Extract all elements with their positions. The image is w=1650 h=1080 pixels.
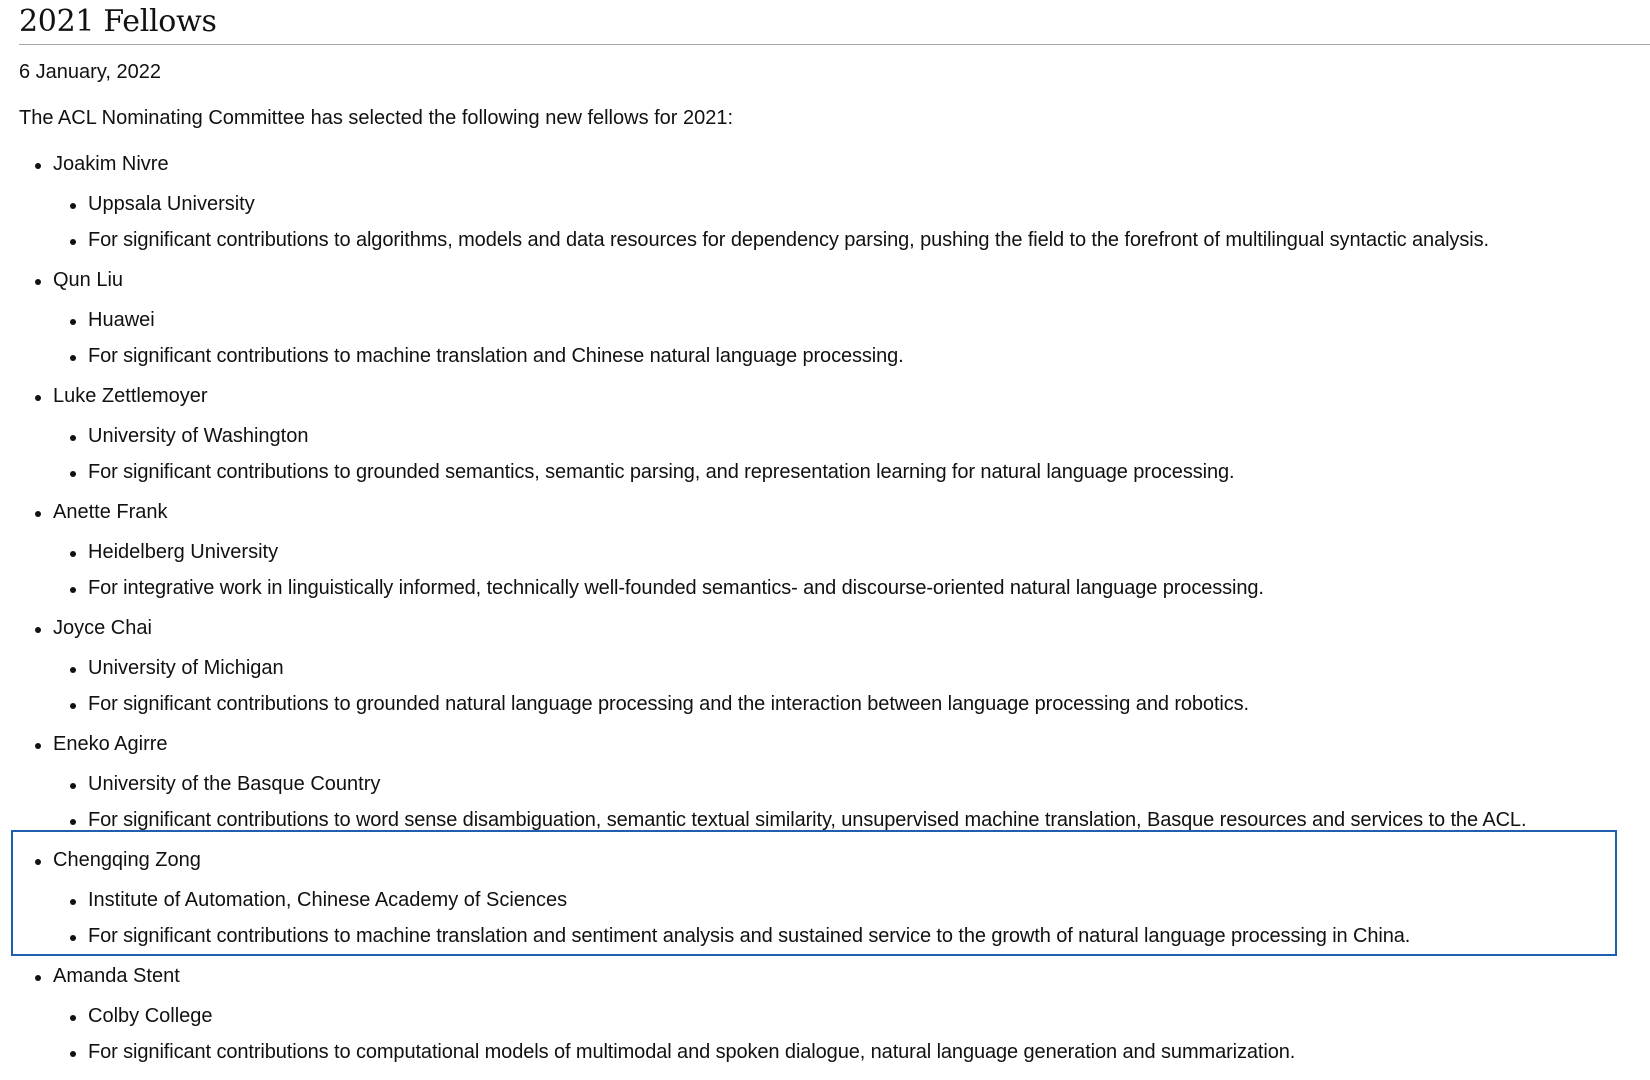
fellow-affiliation-row (88, 192, 255, 216)
bullet-icon (35, 859, 41, 865)
fellow-affiliation-row (88, 1004, 213, 1028)
page-title: 2021 Fellows (19, 4, 217, 39)
bullet-icon (70, 783, 76, 789)
bullet-icon (70, 1051, 76, 1057)
bullet-icon (70, 203, 76, 209)
fellow-affiliation: Huawei (88, 309, 155, 331)
title-divider (19, 44, 1650, 45)
bullet-icon (35, 511, 41, 517)
fellow-citation: For significant contributions to machine translation and Chinese natural language processing. (88, 345, 904, 367)
bullet-icon (70, 1015, 76, 1021)
fellow-name: Eneko Agirre (53, 733, 168, 755)
fellow-citation-row (88, 228, 1489, 252)
fellow-citation: For significant contributions to algorithms, models and data resources for dependency parsing, pushing the field to the forefront of multilingual syntactic analysis. (88, 229, 1489, 251)
fellow-citation: For significant contributions to grounded natural language processing and the interaction between language processing and robotics. (88, 693, 1250, 715)
intro-paragraph: The ACL Nominating Committee has selected the following new fellows for 2021: (19, 107, 734, 129)
fellow-affiliation-row (88, 888, 567, 912)
bullet-icon (70, 355, 76, 361)
fellow-citation: For significant contributions to computational models of multimodal and spoken dialogue, natural language generation and summarization. (88, 1041, 1296, 1063)
fellow-name-row (53, 384, 208, 408)
fellow-citation-row (88, 1040, 1295, 1064)
fellow-citation-row (88, 808, 1526, 832)
fellow-citation: For significant contributions to grounded semantics, semantic parsing, and representation learning for natural language processing. (88, 461, 1235, 483)
fellow-item (0, 152, 1650, 268)
fellow-name-row (53, 152, 169, 176)
bullet-icon (70, 703, 76, 709)
fellow-affiliation: University of Michigan (88, 657, 284, 679)
bullet-icon (35, 743, 41, 749)
bullet-icon (70, 319, 76, 325)
fellow-item (0, 616, 1650, 732)
bullet-icon (35, 975, 41, 981)
fellow-name: Chengqing Zong (53, 849, 201, 871)
fellow-name: Amanda Stent (53, 965, 180, 987)
fellow-name-row (53, 964, 180, 988)
bullet-icon (70, 435, 76, 441)
bullet-icon (70, 819, 76, 825)
fellow-affiliation-row (88, 656, 284, 680)
fellow-affiliation-row (88, 540, 278, 564)
fellow-item (0, 268, 1650, 384)
fellow-citation-row (88, 576, 1264, 600)
bullet-icon (70, 667, 76, 673)
fellow-name-row (53, 500, 168, 524)
bullet-icon (70, 935, 76, 941)
fellow-affiliation: Heidelberg University (88, 541, 279, 563)
fellow-name-row (53, 732, 168, 756)
bullet-icon (70, 551, 76, 557)
fellow-citation-row (88, 344, 904, 368)
fellow-citation: For significant contributions to word sense disambiguation, semantic textual similarity, unsupervised machine translation, Basque resources and services to the ACL. (88, 809, 1527, 831)
bullet-icon (70, 239, 76, 245)
fellow-affiliation: University of Washington (88, 425, 309, 447)
bullet-icon (70, 471, 76, 477)
fellow-name: Qun Liu (53, 269, 124, 291)
fellow-affiliation: Uppsala University (88, 193, 255, 215)
bullet-icon (35, 163, 41, 169)
fellow-item (0, 964, 1650, 1080)
bullet-icon (70, 899, 76, 905)
fellow-affiliation-row (88, 424, 308, 448)
fellow-affiliation-row (88, 308, 155, 332)
fellow-citation-row (88, 692, 1249, 716)
post-date: 6 January, 2022 (19, 61, 161, 83)
fellow-affiliation: Institute of Automation, Chinese Academy of Sciences (88, 889, 568, 911)
fellow-citation-row (88, 460, 1234, 484)
fellow-name-row (53, 848, 201, 872)
fellow-item-highlighted (0, 848, 1650, 964)
fellow-name: Joakim Nivre (53, 153, 169, 175)
bullet-icon (35, 395, 41, 401)
fellow-citation: For integrative work in linguistically informed, technically well-founded semantics- and discourse-oriented natural language processing. (88, 577, 1264, 599)
fellow-affiliation: University of the Basque Country (88, 773, 381, 795)
fellow-name-row (53, 616, 152, 640)
fellow-name: Anette Frank (53, 501, 168, 523)
bullet-icon (35, 279, 41, 285)
fellow-citation-row (88, 924, 1410, 948)
fellow-name: Luke Zettlemoyer (53, 385, 208, 407)
fellows-list (0, 152, 1650, 1080)
fellow-item (0, 500, 1650, 616)
fellow-citation: For significant contributions to machine translation and sentiment analysis and sustained service to the growth of natural language processing in China. (88, 925, 1411, 947)
fellow-affiliation-row (88, 772, 380, 796)
fellow-affiliation: Colby College (88, 1005, 213, 1027)
fellow-name-row (53, 268, 123, 292)
fellow-item (0, 384, 1650, 500)
fellow-item (0, 732, 1650, 848)
fellow-name: Joyce Chai (53, 617, 152, 639)
bullet-icon (70, 587, 76, 593)
bullet-icon (35, 627, 41, 633)
